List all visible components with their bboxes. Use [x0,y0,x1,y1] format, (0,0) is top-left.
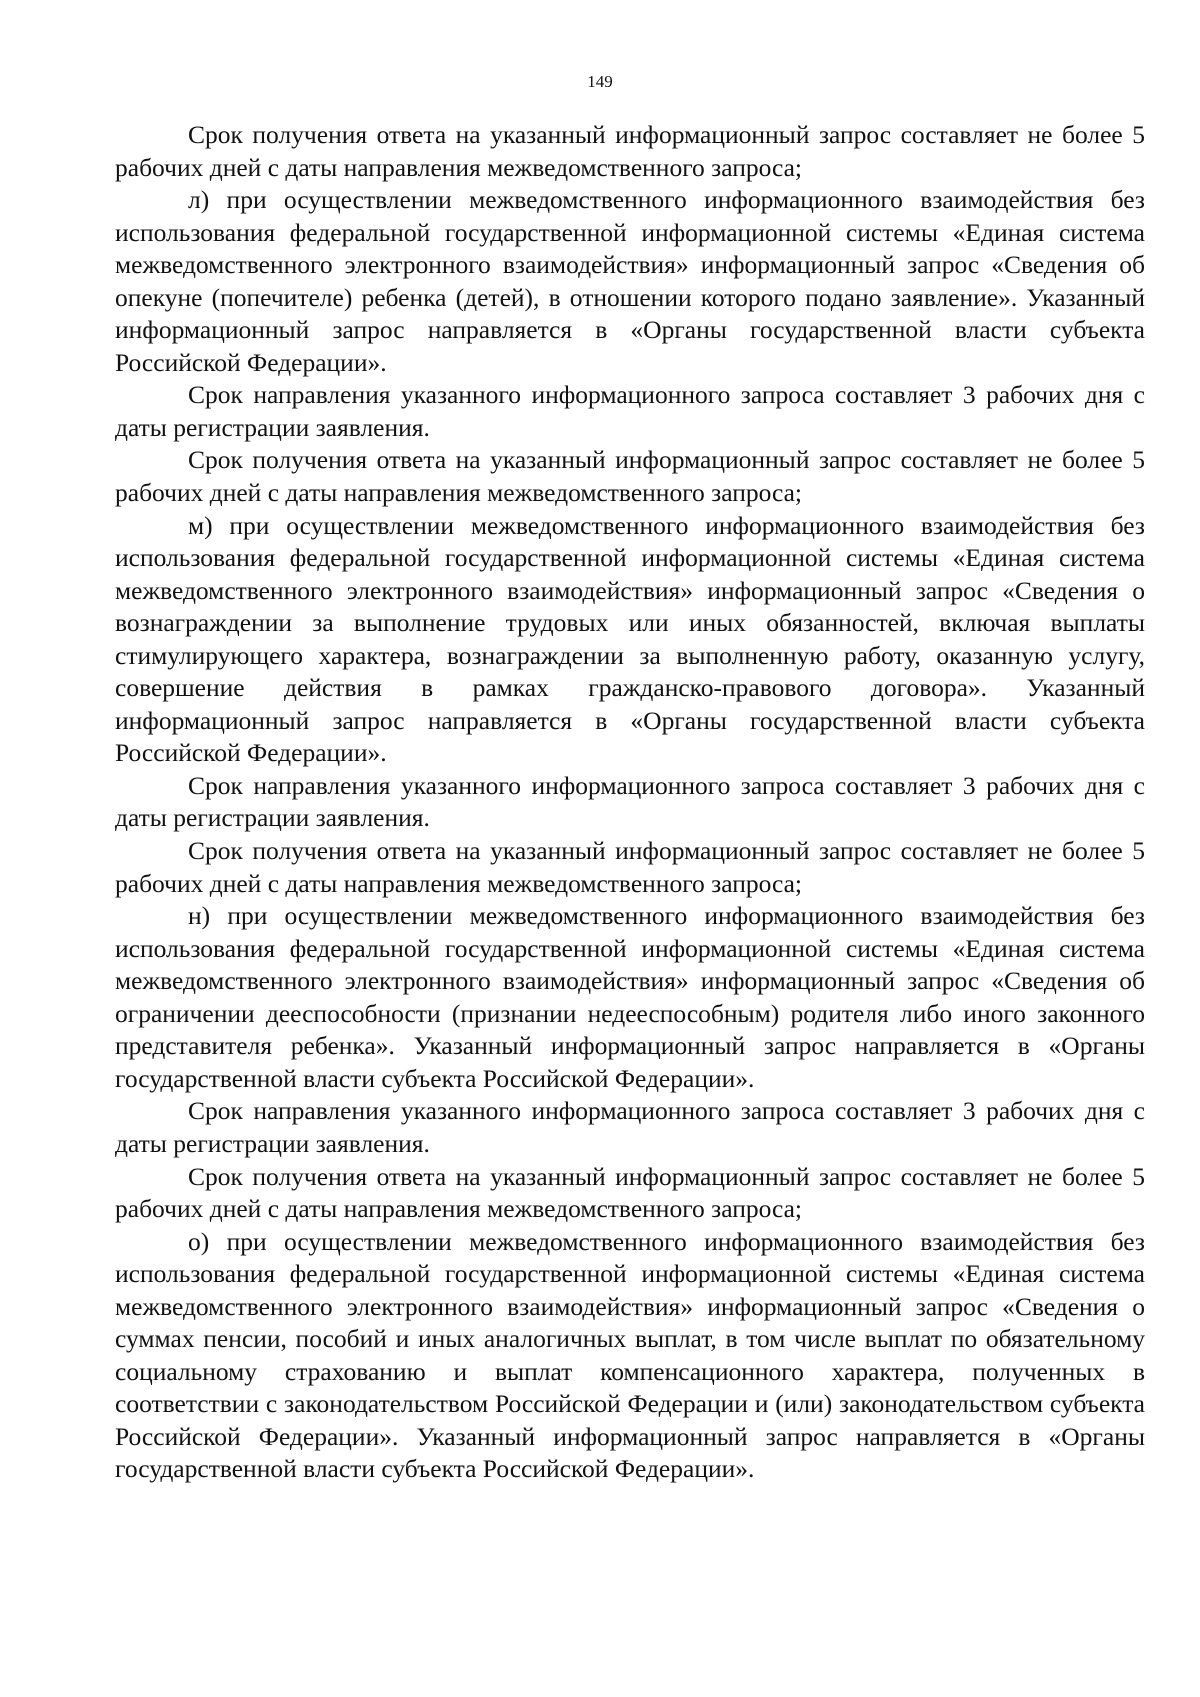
paragraph-item-m: м) при осуществлении межведомственного информационного взаимодействия без использования федеральной государственной информационной системы «Единая система межведомственного электронного взаимодействия» информационный запрос «Сведения о вознаграждении за выполнение трудовых или иных обязанностей, включая выплаты стимулирующего характера, вознаграждении за выполненную работу, оказанную услугу, совершение действия в рамках гражданско-правового договора». Указанный информационный запрос направляется в «Органы государственной власти субъекта Российской Федерации». [115,510,1145,768]
paragraph-item-o: о) при осуществлении межведомственного информационного взаимодействия без использования федеральной государственной информационной системы «Единая система межведомственного электронного взаимодействия» информационный запрос «Сведения о суммах пенсии, пособий и иных аналогичных выплат, в том числе выплат по обязательному социальному страхованию и выплат компенсационного характера, полученных в соответствии с законодательством Российской Федерации и (или) законодательством субъекта Российской Федерации». Указанный информационный запрос направляется в «Органы государственной власти субъекта Российской Федерации». [115,1226,1145,1484]
paragraph-item-n: н) при осуществлении межведомственного информационного взаимодействия без использования федеральной государственной информационной системы «Единая система межведомственного электронного взаимодействия» информационный запрос «Сведения об ограничении дееспособности (признании недееспособным) родителя либо иного законного представителя ребенка». Указанный информационный запрос направляется в «Органы государственной власти субъекта Российской Федерации». [115,901,1145,1093]
paragraph-response-deadline: Срок получения ответа на указанный информационный запрос составляет не более 5 рабочих дней с даты направления межведомственного запроса; [115,836,1145,898]
paragraph-send-deadline: Срок направления указанного информационного запроса составляет 3 рабочих дня с даты регистрации заявления. [115,1096,1145,1158]
paragraph-response-deadline: Срок получения ответа на указанный информационный запрос составляет не более 5 рабочих дней с даты направления межведомственного запроса; [115,120,1145,182]
paragraph-response-deadline: Срок получения ответа на указанный информационный запрос составляет не более 5 рабочих дней с даты направления межведомственного запроса; [115,1161,1145,1224]
paragraph-response-deadline: Срок получения ответа на указанный информационный запрос составляет не более 5 рабочих дней с даты направления межведомственного запроса; [115,445,1145,508]
paragraph-send-deadline: Срок направления указанного информационного запроса составляет 3 рабочих дня с даты регистрации заявления. [115,770,1145,833]
document-body [115,119,1145,1486]
paragraph-item-l: л) при осуществлении межведомственного информационного взаимодействия без использования федеральной государственной информационной системы «Единая система межведомственного электронного взаимодействия» информационный запрос «Сведения об опекуне (попечителе) ребенка (детей), в отношении которого подано заявление». Указанный информационный запрос направляется в «Органы государственной власти субъекта Российской Федерации». [115,185,1145,377]
page-number: 149 [587,72,613,91]
paragraph-send-deadline: Срок направления указанного информационного запроса составляет 3 рабочих дня с даты регистрации заявления. [115,380,1145,442]
